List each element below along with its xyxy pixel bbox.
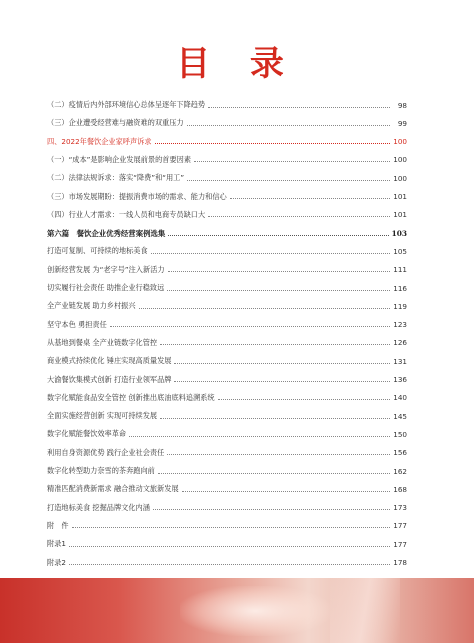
toc-entry-page: 150 <box>393 429 407 439</box>
toc-entry-label: （四）行业人才需求：一线人员和电商专员缺口大 <box>47 209 206 219</box>
toc-entry-label: （二）法律法规诉求：落实“降费”和“用工” <box>47 173 185 183</box>
toc-entry-page: 177 <box>393 521 407 531</box>
toc-entry-label: 附 件 <box>47 520 69 530</box>
toc-entry[interactable] <box>47 261 407 279</box>
toc-entry-label: 坚守本色 勇担责任 <box>47 319 107 329</box>
toc-entry[interactable] <box>47 554 407 572</box>
toc-entry-label: （一）“成本”是影响企业发展前景的首要因素 <box>47 154 192 164</box>
toc-entry[interactable] <box>47 188 407 206</box>
toc-entry-label: 全产业链发展 助力乡村振兴 <box>47 301 136 311</box>
toc-leader-dots <box>182 491 390 492</box>
toc-entry-label: （三）市场发展期盼：提振消费市场的需求、能力和信心 <box>47 191 227 201</box>
toc-entry-label: （二）疫情后内外部环境信心总体呈逐年下降趋势 <box>47 100 206 109</box>
toc-entry-page: 178 <box>393 558 407 567</box>
toc-leader-dots <box>167 454 390 455</box>
toc-entry-page: 99 <box>397 118 407 128</box>
toc-entry[interactable] <box>47 352 407 370</box>
toc-leader-dots <box>194 161 390 162</box>
toc-entry[interactable] <box>47 480 407 498</box>
toc-leader-dots <box>69 564 390 565</box>
toc-entry-label: 精准匹配消费新需求 融合推动文旅新发展 <box>47 484 179 494</box>
toc-entry[interactable] <box>47 224 407 242</box>
toc-leader-dots <box>167 290 390 291</box>
toc-leader-dots <box>208 107 390 108</box>
toc-entry[interactable] <box>47 169 407 187</box>
toc-entry[interactable] <box>47 206 407 224</box>
toc-leader-dots <box>129 436 390 437</box>
toc-entry[interactable] <box>47 133 407 151</box>
toc-entry-page: 126 <box>393 338 407 348</box>
toc-entry-page: 145 <box>393 411 407 421</box>
toc-entry[interactable] <box>47 96 407 114</box>
toc-entry[interactable] <box>47 316 407 334</box>
toc-entry-label: 大渝餐饮集模式创新 打造行业领军品牌 <box>47 374 172 384</box>
toc-leader-dots <box>72 527 390 528</box>
toc-entry-label: 数字化转型助力奈雪的茶奔跑向前 <box>47 466 155 475</box>
toc-entry-label: 四、2022年餐饮企业家呼声诉求 <box>47 136 152 146</box>
toc-leader-dots <box>69 546 390 547</box>
toc-entry-page: 162 <box>393 466 407 476</box>
toc-entry-label: 利用自身资源优势 践行企业社会责任 <box>47 447 165 457</box>
toc-entry-page: 136 <box>393 375 407 384</box>
decorative-footer-band <box>0 578 474 643</box>
toc-leader-dots <box>187 180 390 181</box>
toc-entry-label: 打造地标美食 挖掘品牌文化内涵 <box>47 502 150 512</box>
toc-entry-page: 98 <box>397 100 407 110</box>
toc-entry-page: 119 <box>393 301 407 311</box>
toc-entry[interactable] <box>47 297 407 315</box>
toc-entry-label: 数字化赋能食品安全管控 创新推出底油底料追溯系统 <box>47 392 215 402</box>
toc-entry-page: 116 <box>393 283 407 293</box>
toc-leader-dots <box>230 198 390 199</box>
toc-leader-dots <box>160 418 390 419</box>
toc-entry[interactable] <box>47 389 407 407</box>
toc-entry[interactable] <box>47 462 407 480</box>
toc-entry-label: 创新经营发展 为“老字号”注入新活力 <box>47 264 165 274</box>
toc-entry-label: （三）企业遭受经营难与融资难的双重压力 <box>47 118 184 128</box>
toc-entry[interactable] <box>47 242 407 260</box>
toc-entry-page: 173 <box>393 503 407 513</box>
toc-leader-dots <box>168 271 390 272</box>
footer-glow <box>180 586 330 636</box>
toc-entry-page: 111 <box>393 265 407 275</box>
toc-entry-page: 177 <box>393 539 407 549</box>
toc-leader-dots <box>139 308 390 309</box>
toc-entry-label: 商业模式持续优化 锤庄实现高质量发展 <box>47 356 172 366</box>
toc-entry-page: 100 <box>393 137 407 147</box>
footer-streak <box>330 578 400 643</box>
toc-entry[interactable] <box>47 425 407 443</box>
toc-entry-page: 131 <box>393 356 407 366</box>
toc-entry-label: 第六篇 餐饮企业优秀经营案例选集 <box>47 228 166 238</box>
toc-entry-label: 附录1 <box>47 539 66 549</box>
toc-entry[interactable] <box>47 499 407 517</box>
toc-leader-dots <box>151 253 390 254</box>
toc-entry-page: 168 <box>393 484 407 494</box>
toc-entry-page: 103 <box>391 228 407 238</box>
toc-entry-label: 全面实施经营创新 实现可持续发展 <box>47 411 158 421</box>
toc-entry-label: 数字化赋能餐饮效率革命 <box>47 429 127 439</box>
toc-leader-dots <box>208 216 390 217</box>
toc-entry[interactable] <box>47 114 407 132</box>
toc-entry-page: 100 <box>393 173 407 183</box>
toc-entry-label: 打造可复制、可持续的地标美食 <box>47 246 148 256</box>
toc-entry-label: 从基地到餐桌 全产业链数字化管控 <box>47 337 158 347</box>
toc-entry-page: 140 <box>393 393 407 403</box>
toc-entry[interactable] <box>47 444 407 462</box>
toc-leader-dots <box>153 509 390 510</box>
toc-entry-page: 101 <box>393 210 407 220</box>
toc-leader-dots <box>160 344 390 345</box>
toc-entry[interactable] <box>47 334 407 352</box>
toc-entry-page: 101 <box>393 192 407 201</box>
toc-entry-page: 105 <box>393 246 407 256</box>
toc-entry-label: 附录2 <box>47 557 66 567</box>
page-title: 目 录 <box>176 44 298 84</box>
toc-entry-page: 123 <box>393 320 407 330</box>
toc-entry[interactable] <box>47 517 407 535</box>
toc-leader-dots <box>155 143 390 144</box>
toc-entry-label: 切实履行社会责任 助推企业行稳致远 <box>47 283 165 292</box>
toc-entry[interactable] <box>47 407 407 425</box>
toc-entry[interactable] <box>47 151 407 169</box>
toc-leader-dots <box>158 473 390 474</box>
toc-leader-dots <box>174 381 390 382</box>
toc-leader-dots <box>174 363 390 364</box>
toc-leader-dots <box>187 125 390 126</box>
toc-entry-page: 156 <box>393 448 407 458</box>
toc-entry[interactable] <box>47 371 407 389</box>
toc-entry-page: 100 <box>393 155 407 165</box>
toc-leader-dots <box>218 399 390 400</box>
toc-leader-dots <box>168 235 388 236</box>
toc-leader-dots <box>110 326 390 327</box>
toc-entry[interactable] <box>47 535 407 553</box>
toc-entry[interactable] <box>47 279 407 297</box>
